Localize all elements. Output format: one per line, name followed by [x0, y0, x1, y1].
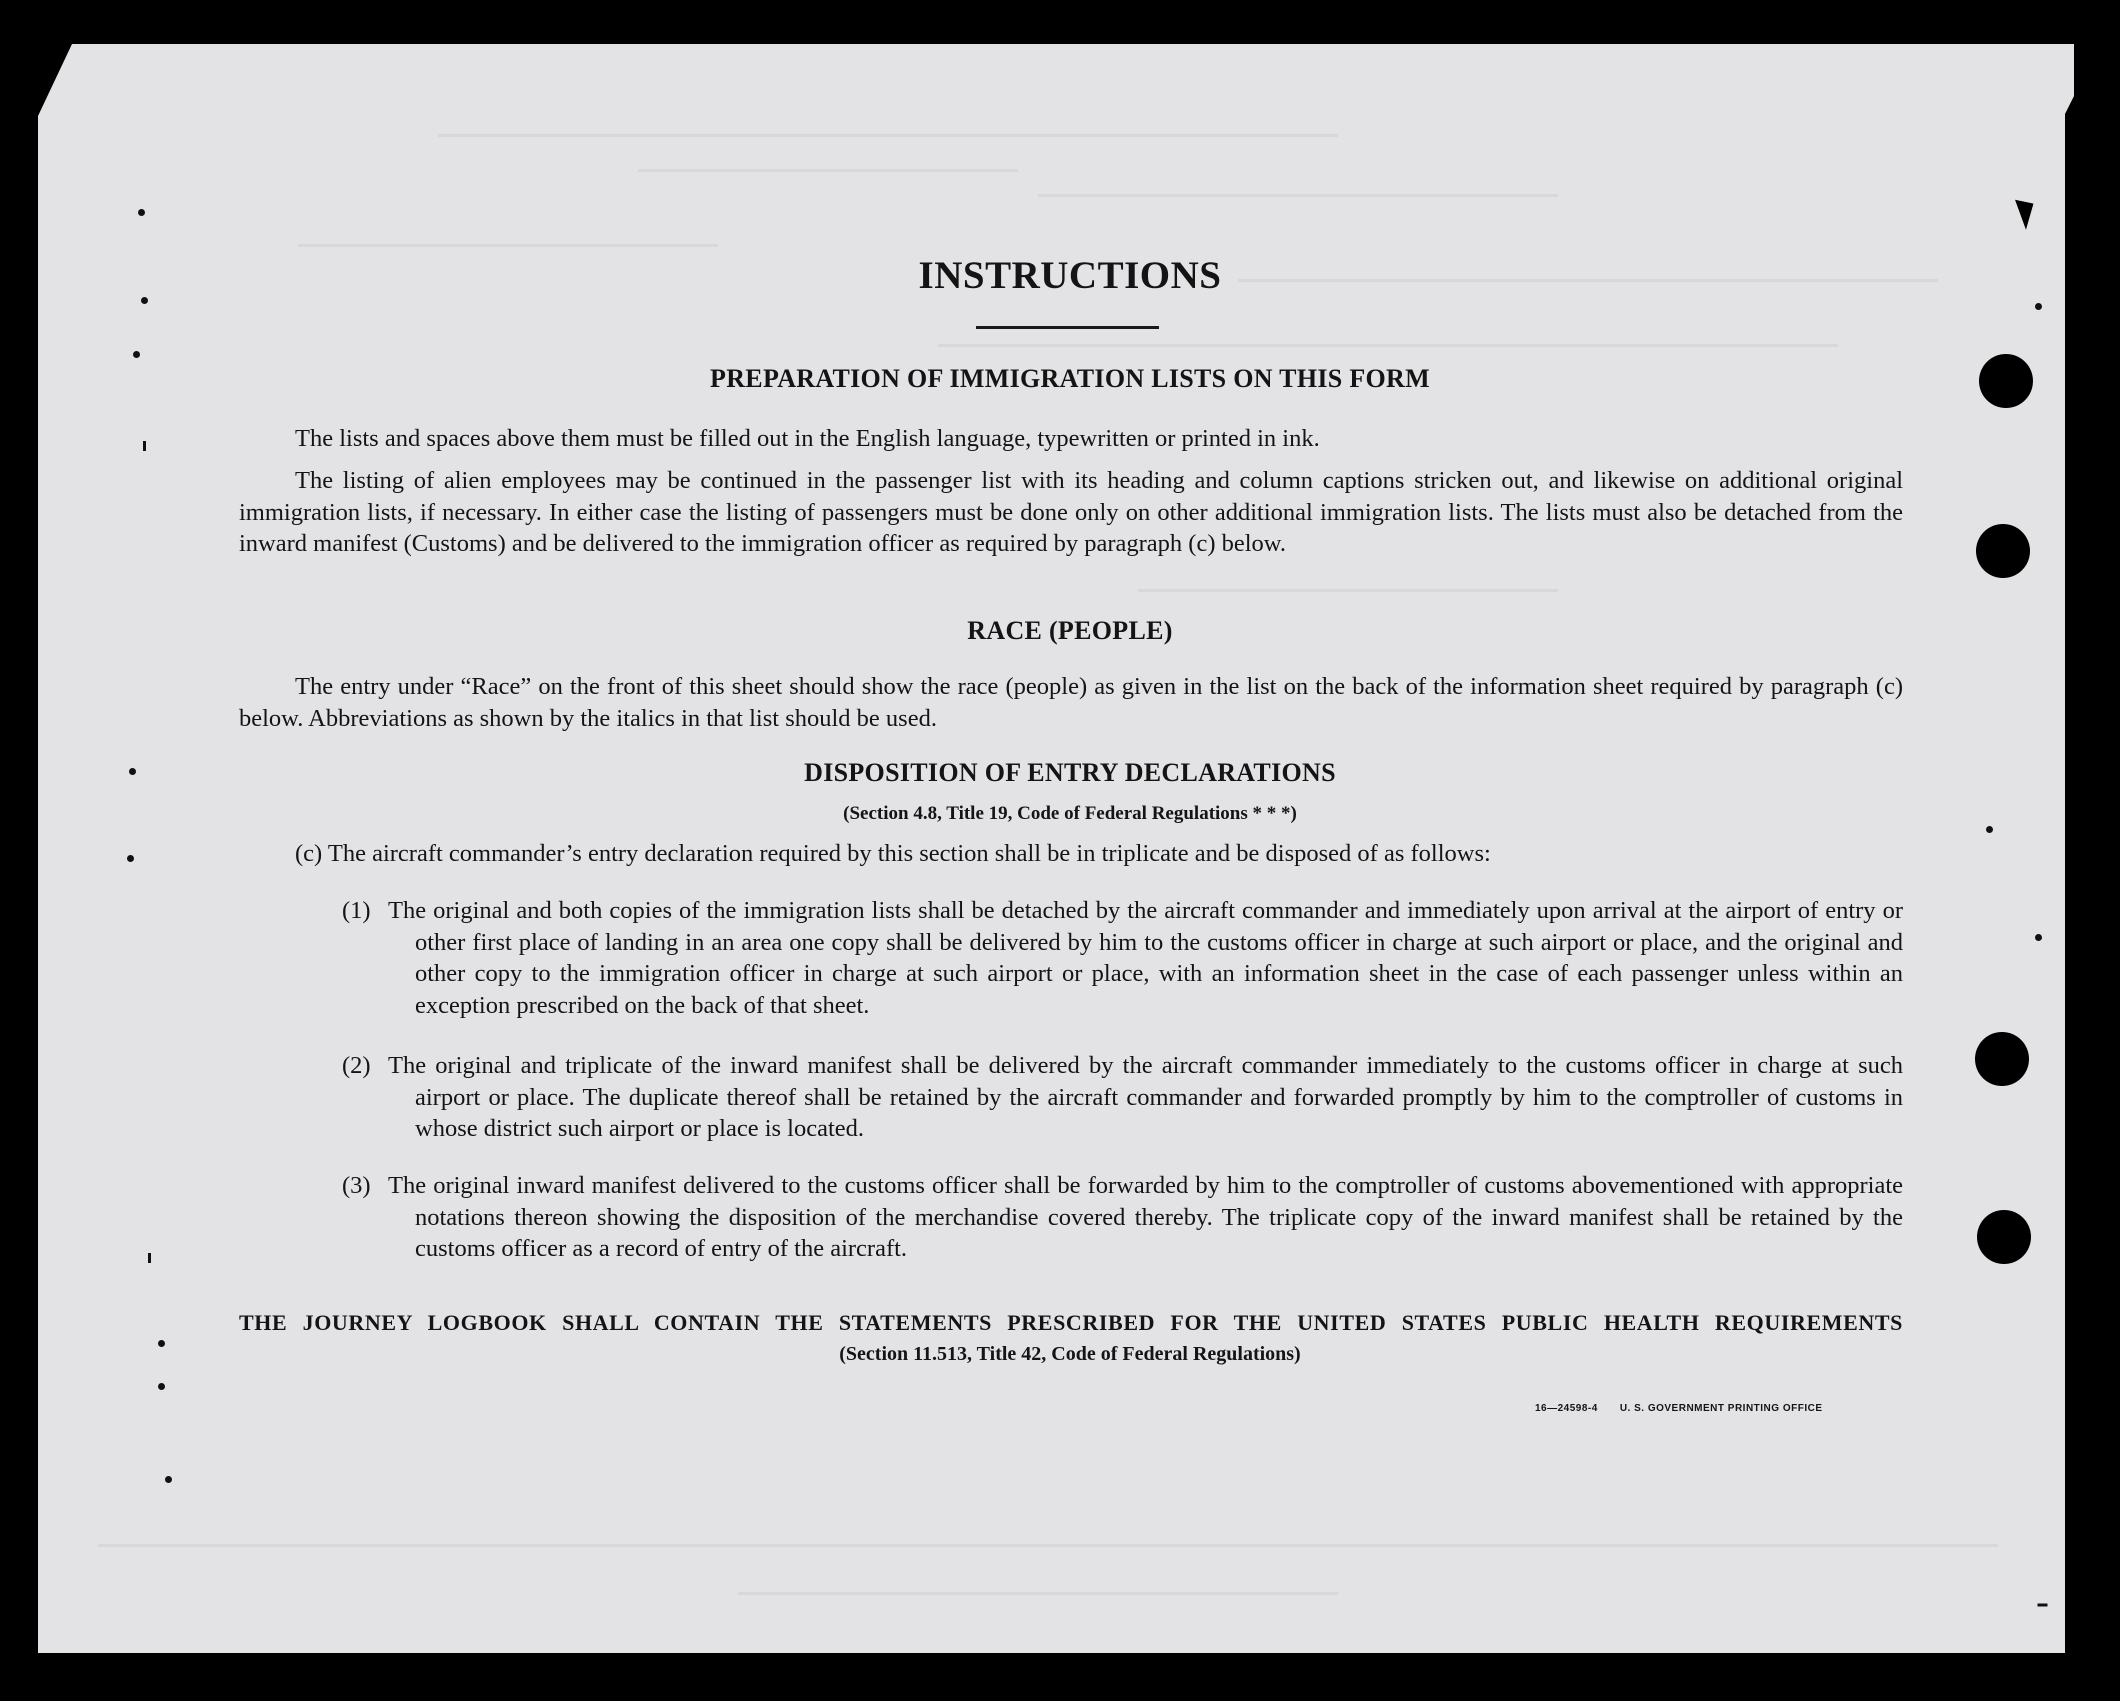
printer-name: U. S. GOVERNMENT PRINTING OFFICE [1619, 1403, 1823, 1414]
page-title: INSTRUCTIONS [918, 254, 1222, 297]
title-underline [976, 326, 1159, 329]
disposition-item-1 [342, 895, 1903, 1021]
form-number: 16—24598-4 [1535, 1403, 1598, 1414]
heading-preparation: PREPARATION OF IMMIGRATION LISTS ON THIS FORM [710, 364, 1430, 393]
item-number: (1) [342, 897, 371, 924]
disposition-intro: (c) The aircraft commander’s entry declaration required by this section shall be in triplicate and be disposed of as follows: [295, 840, 1491, 867]
health-statement: THE JOURNEY LOGBOOK SHALL CONTAIN THE STATEMENTS PRESCRIBED FOR THE UNITED STATES PUBLIC HEALTH REQUIREMENTS [239, 1310, 1903, 1335]
disposition-citation: (Section 4.8, Title 19, Code of Federal Regulations * * *) [843, 803, 1297, 824]
preparation-paragraph-1: The lists and spaces above them must be filled out in the English language, typewritten or printed in ink. [295, 425, 1320, 452]
health-citation: (Section 11.513, Title 42, Code of Federal Regulations) [839, 1343, 1301, 1365]
disposition-item-2 [342, 1050, 1903, 1145]
preparation-paragraph-2: The listing of alien employees may be continued in the passenger list with its heading and column captions stricken out, and likewise on additional original immigration lists, if necessary. In either case the listing of passengers must be done only on other additional immigration lists. The lists must also be detached from the inward manifest (Customs) and be delivered to the immigration officer as required by paragraph (c) below. [239, 467, 1903, 557]
item-text: The original and triplicate of the inward manifest shall be delivered by the aircraft commander immediately to the customs officer in charge at such airport or place. The duplicate thereof shall be retained by the aircraft commander and forwarded promptly by him to the comptroller of customs in whose district such airport or place is located. [388, 1052, 1903, 1142]
heading-race: RACE (PEOPLE) [967, 616, 1173, 645]
race-paragraph: The entry under “Race” on the front of this sheet should show the race (people) as given in the list on the back of the information sheet required by paragraph (c) below. Abbreviations as shown by the italics in that list should be used. [239, 673, 1903, 732]
item-text: The original and both copies of the immigration lists shall be detached by the aircraft commander and immediately upon arrival at the airport of entry or other first place of landing in an area one copy shall be delivered by him to the customs officer in charge at such airport or place, and the original and other copy to the immigration officer in charge at such airport or place, with an information sheet in the case of each passenger unless within an exception prescribed on the back of that sheet. [388, 897, 1903, 1019]
disposition-item-3 [342, 1170, 1903, 1265]
printer-imprint [1535, 1403, 1823, 1414]
item-text: The original inward manifest delivered to the customs officer shall be forwarded by him to the comptroller of customs abovementioned with appropriate notations thereon showing the disposition of the merchandise covered thereby. The triplicate copy of the inward manifest shall be retained by the customs officer as a record of entry of the aircraft. [388, 1172, 1903, 1262]
item-number: (2) [342, 1052, 371, 1079]
item-number: (3) [342, 1172, 371, 1199]
heading-disposition: DISPOSITION OF ENTRY DECLARATIONS [804, 758, 1336, 787]
